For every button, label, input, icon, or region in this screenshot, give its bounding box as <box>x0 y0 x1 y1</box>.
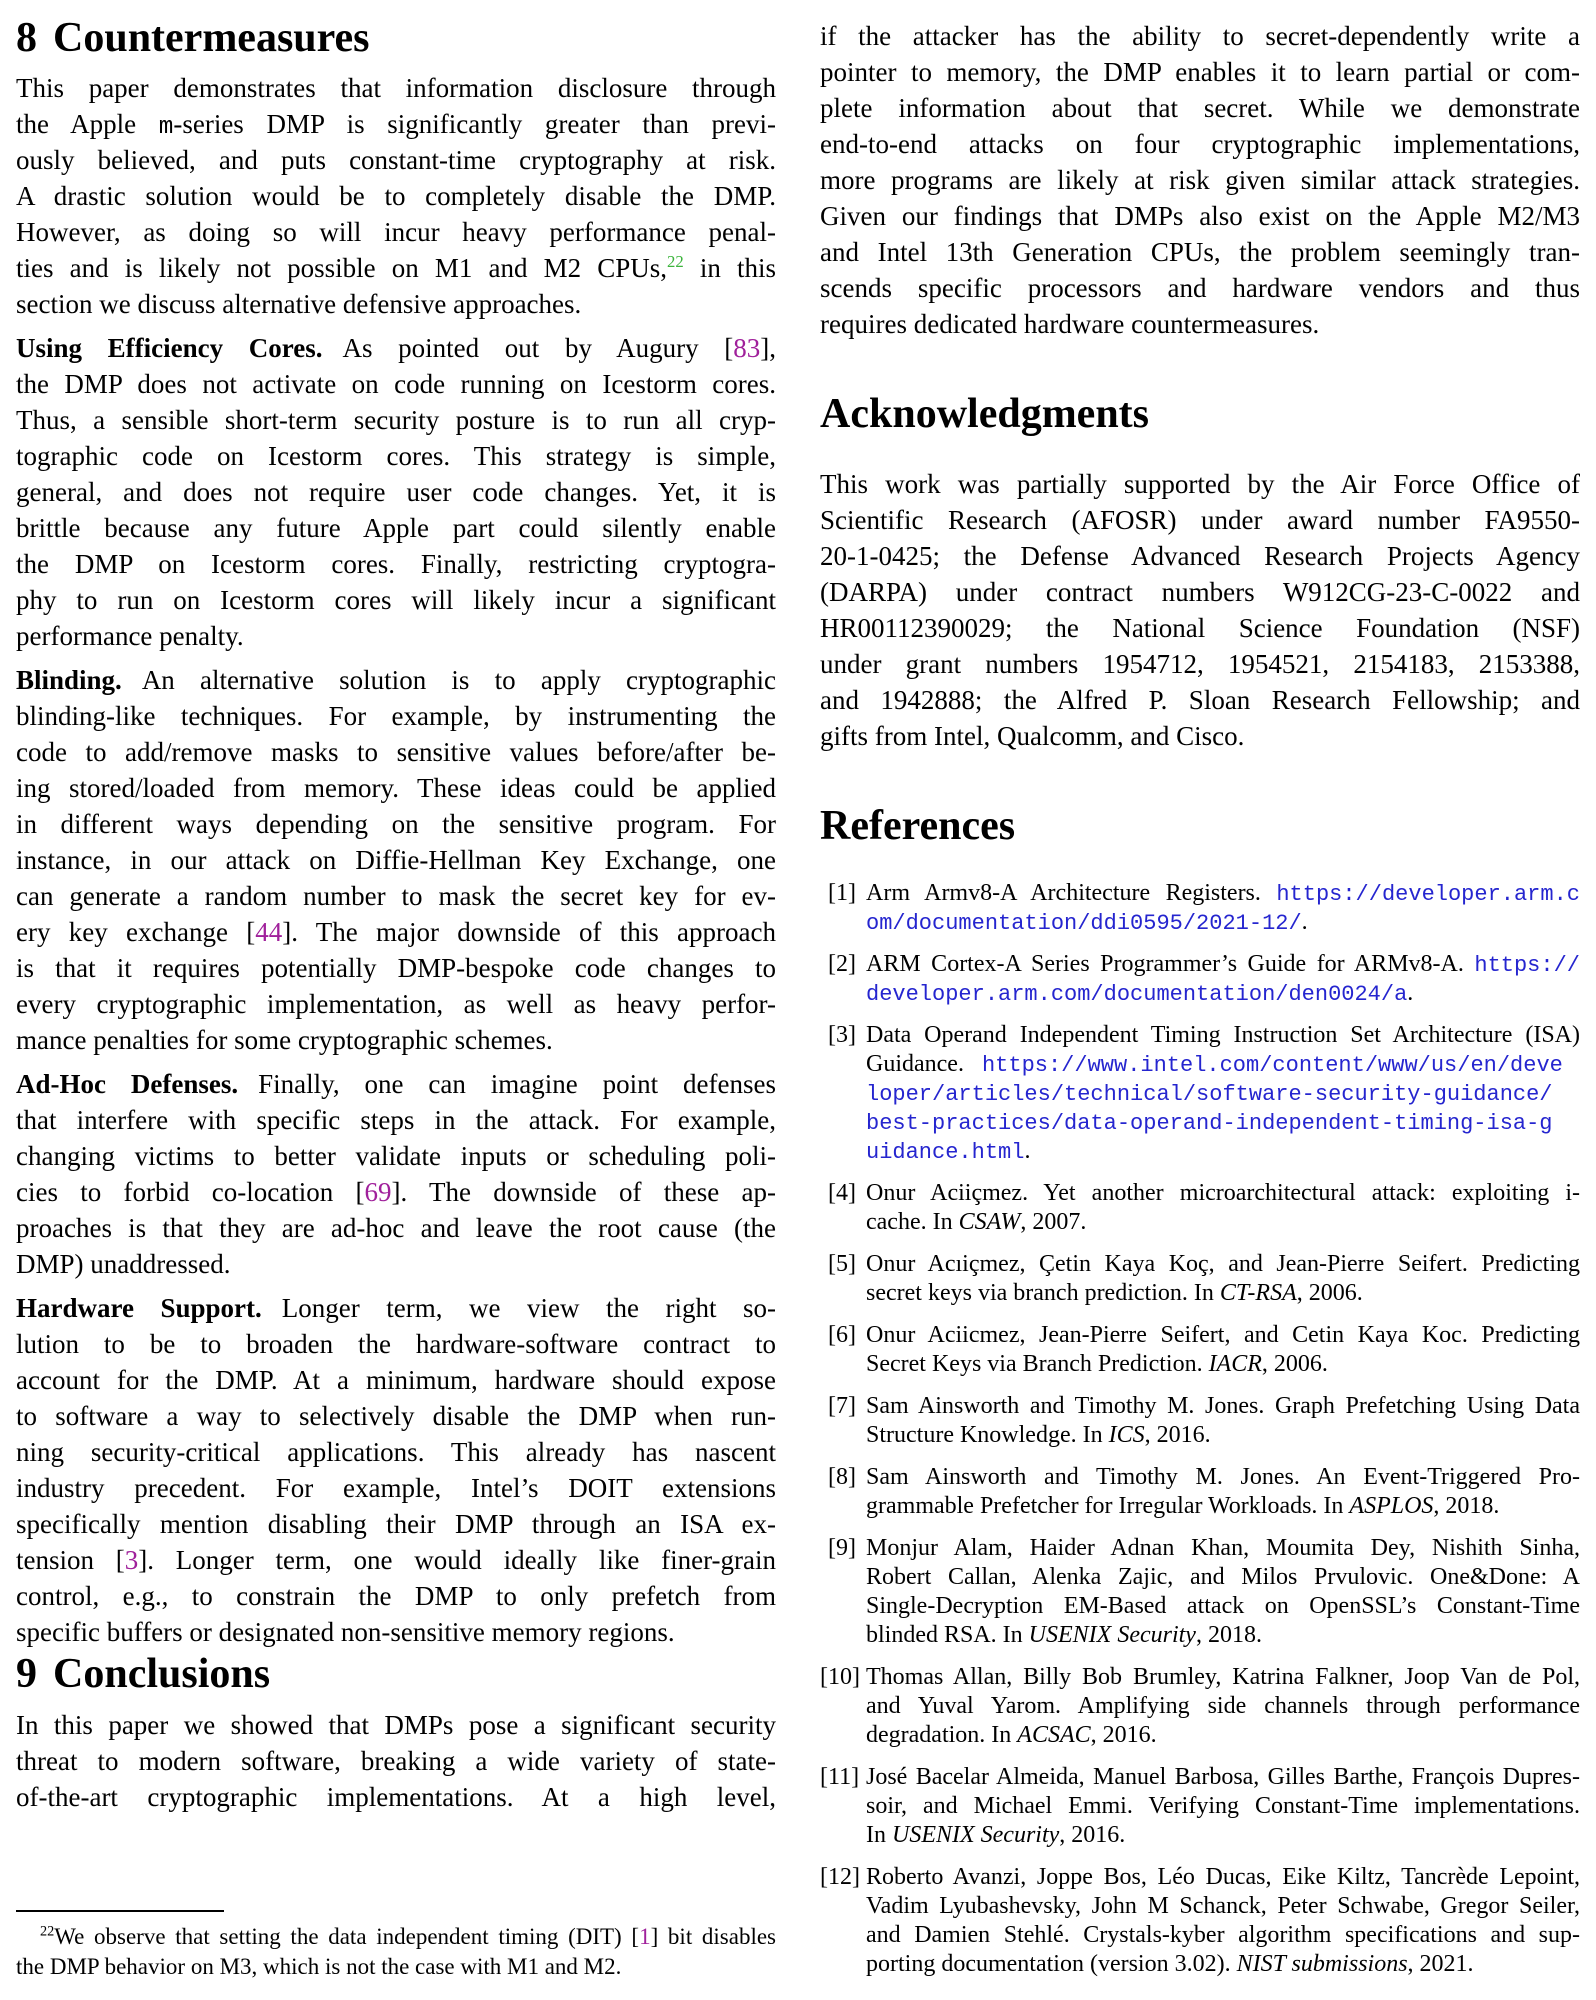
reference-text <box>866 1663 1580 1750</box>
text-line: However, as doing so will incur heavy performance penal- <box>16 217 776 248</box>
text-line <box>866 1721 1580 1750</box>
text-line: Robert Callan, Alenka Zajic, and Milos Prvulovic. One&Done: A <box>866 1563 1580 1590</box>
text-segment: ] bit disables <box>650 1924 776 1949</box>
paragraph-acknowledgments <box>820 466 1580 754</box>
reference-item <box>820 1021 1580 1166</box>
citation-link[interactable]: 1 <box>639 1924 651 1949</box>
text-line: code to add/remove masks to sensitive values before/after be- <box>16 737 776 768</box>
text-line <box>16 1290 776 1326</box>
text-line <box>16 1174 776 1210</box>
text-line: Thomas Allan, Billy Bob Brumley, Katrina Falkner, Joop Van de Pol, <box>866 1663 1580 1690</box>
text-line: Vadim Lyubashevsky, John M Schanck, Peter Schwabe, Gregor Seiler, <box>866 1892 1580 1919</box>
reference-item <box>820 1863 1580 1979</box>
text-segment: . <box>1301 908 1308 935</box>
text-line <box>866 1621 1580 1650</box>
reference-text <box>866 1179 1580 1237</box>
text-segment: ]. The major downside of this approach <box>282 917 776 948</box>
text-segment: , 2007. <box>1020 1208 1087 1235</box>
text-segment: grammable Prefetcher for Irregular Workloads. In <box>866 1492 1350 1519</box>
reference-item <box>820 1534 1580 1650</box>
paragraph-efficiency-cores <box>16 330 776 654</box>
run-in-heading: Hardware Support. <box>16 1293 262 1324</box>
text-segment: Longer term, we view the right so- <box>281 1293 776 1324</box>
section-9-number: 9 <box>16 1651 37 1698</box>
text-line <box>16 662 776 698</box>
text-line: industry precedent. For example, Intel’s DOIT extensions <box>16 1473 776 1504</box>
url-link[interactable]: uidance.html <box>866 1139 1025 1165</box>
section-8-body <box>16 62 776 1650</box>
text-segment: porting documentation (version 3.02). <box>866 1950 1237 1977</box>
text-line: in different ways depending on the sensitive program. For <box>16 809 776 840</box>
reference-label: [10] <box>820 1663 860 1690</box>
acknowledgments-heading: Acknowledgments <box>820 391 1150 437</box>
reference-item <box>820 1392 1580 1450</box>
text-segment: ], <box>760 333 776 364</box>
section-9-heading <box>16 1650 776 1698</box>
text-line: DMP) unaddressed. <box>16 1249 231 1280</box>
reference-text <box>866 1250 1580 1308</box>
text-segment: ties and is likely not possible on M1 and M2 CPUs, <box>16 253 667 284</box>
text-line <box>866 1421 1580 1450</box>
url-link[interactable]: https://developer.arm.c <box>1276 881 1580 907</box>
text-line: brittle because any future Apple part could silently enable <box>16 513 776 544</box>
text-line: more programs are likely at risk given similar attack strategies. <box>820 165 1580 195</box>
reference-text <box>866 1321 1580 1379</box>
text-line <box>866 1137 1580 1166</box>
reference-label: [3] <box>828 1021 856 1048</box>
text-segment: the Apple <box>16 109 159 140</box>
italic-text: NIST submissions <box>1236 1950 1408 1977</box>
text-line: Scientific Research (AFOSR) under award number FA9550- <box>820 505 1580 536</box>
reference-text <box>866 1534 1580 1650</box>
text-line <box>866 1350 1580 1379</box>
text-line: and Damien Stehlé. Crystals-kyber algorithm specifications and sup- <box>866 1921 1580 1948</box>
section-8-number: 8 <box>16 15 37 61</box>
text-line: Sam Ainsworth and Timothy M. Jones. An Event-Triggered Pro- <box>866 1463 1580 1490</box>
reference-label: [4] <box>828 1179 856 1206</box>
text-line <box>16 330 776 366</box>
text-line: of-the-art cryptographic implementations. At a high level, <box>16 1781 776 1812</box>
reference-label: [8] <box>828 1463 856 1490</box>
url-link[interactable]: loper/articles/technical/software-security-guidance/ <box>866 1081 1553 1107</box>
text-line: proaches is that they are ad-hoc and leave the root cause (the <box>16 1213 776 1244</box>
text-line <box>866 879 1580 908</box>
italic-text: CT-RSA <box>1219 1279 1297 1306</box>
text-line <box>866 1208 1580 1237</box>
reference-label: [12] <box>820 1863 860 1890</box>
paragraph-hardware-support <box>16 1290 776 1650</box>
mono-text: m <box>158 114 174 142</box>
text-line <box>866 1050 1580 1079</box>
reference-label: [5] <box>828 1250 856 1277</box>
text-line <box>16 1542 776 1578</box>
text-line: the DMP behavior on M3, which is not the case with M1 and M2. <box>16 1954 622 1979</box>
text-segment: , 2018. <box>1433 1492 1500 1519</box>
text-line: changing victims to better validate inputs or scheduling poli- <box>16 1141 776 1172</box>
text-line: pointer to memory, the DMP enables it to learn partial or com- <box>820 57 1580 87</box>
text-line: specific buffers or designated non-sensitive memory regions. <box>16 1617 675 1648</box>
reference-label: [7] <box>828 1392 856 1419</box>
text-line <box>866 1950 1580 1979</box>
text-segment: -series DMP is significantly greater than previ- <box>173 109 776 140</box>
acknowledgments-body <box>820 466 1580 754</box>
url-link[interactable]: https://www.intel.com/content/www/us/en/deve <box>981 1052 1563 1078</box>
text-line: soir, and Michael Emmi. Verifying Constant-Time implementations. <box>866 1792 1580 1819</box>
text-segment: An alternative solution is to apply cryptographic <box>141 665 776 696</box>
text-segment: , 2018. <box>1195 1621 1262 1648</box>
reference-item <box>820 1663 1580 1750</box>
reference-text <box>866 1763 1580 1850</box>
text-line: phy to run on Icestorm cores will likely incur a significant <box>16 585 776 616</box>
url-link[interactable]: https:// <box>1474 952 1580 978</box>
url-link[interactable]: best-practices/data-operand-independent-timing-isa-g <box>866 1110 1553 1136</box>
text-line: tographic code on Icestorm cores. This strategy is simple, <box>16 441 776 472</box>
text-segment: Finally, one can imagine point defenses <box>258 1069 776 1100</box>
text-segment: degradation. In <box>866 1721 1018 1748</box>
section-9-title: Conclusions <box>53 1651 271 1698</box>
text-line <box>866 908 1580 937</box>
text-segment: Guidance. <box>866 1050 964 1077</box>
reference-label: [1] <box>828 879 856 906</box>
text-line: 20-1-0425; the Defense Advanced Research Projects Agency <box>820 541 1580 572</box>
paragraph-continuation <box>820 18 1580 342</box>
text-line: end-to-end attacks on four cryptographic implementations, <box>820 129 1580 159</box>
text-segment: . <box>1024 1137 1031 1164</box>
text-segment: , 2021. <box>1407 1950 1474 1977</box>
italic-text: ACSAC <box>1017 1721 1091 1748</box>
text-line: lution to be to broaden the hardware-software contract to <box>16 1329 776 1360</box>
text-line <box>16 1922 776 1952</box>
text-line: performance penalty. <box>16 621 244 652</box>
text-line: Sam Ainsworth and Timothy M. Jones. Graph Prefetching Using Data <box>866 1392 1580 1419</box>
italic-text: ASPLOS <box>1349 1492 1434 1519</box>
text-line <box>866 1821 1580 1850</box>
text-line: Onur Acıiçmez, Çetin Kaya Koç, and Jean-Pierre Seifert. Predicting <box>866 1250 1580 1277</box>
reference-item <box>820 1250 1580 1308</box>
text-segment: cies to forbid co-location [ <box>16 1177 365 1208</box>
run-in-heading: Ad-Hoc Defenses. <box>16 1069 239 1100</box>
text-line: instance, in our attack on Diffie-Hellman Key Exchange, one <box>16 845 776 876</box>
text-line <box>16 914 776 950</box>
right-column <box>820 14 1580 2000</box>
references-heading: References <box>820 803 1016 850</box>
text-line: general, and does not require user code changes. Yet, it is <box>16 477 776 508</box>
citation-link[interactable]: 44 <box>255 917 283 948</box>
text-segment: Structure Knowledge. In <box>866 1421 1109 1448</box>
reference-text <box>866 1021 1580 1166</box>
text-line: and Yuval Yarom. Amplifying side channels through performance <box>866 1692 1580 1719</box>
text-line <box>866 950 1580 979</box>
text-segment: , 2006. <box>1261 1350 1328 1377</box>
text-segment: blinded RSA. In <box>866 1621 1029 1648</box>
text-line: scends specific processors and hardware vendors and thus <box>820 273 1580 303</box>
text-segment: In <box>866 1821 892 1848</box>
run-in-heading: Using Efficiency Cores. <box>16 333 323 364</box>
reference-text <box>866 1392 1580 1450</box>
text-line: ning security-critical applications. This already has nascent <box>16 1437 776 1468</box>
reference-item <box>820 1179 1580 1237</box>
citation-link[interactable]: 83 <box>733 333 761 364</box>
text-line: plete information about that secret. While we demonstrate <box>820 93 1580 123</box>
reference-item <box>820 950 1580 1008</box>
text-line: In this paper we showed that DMPs pose a significant security <box>16 1709 776 1740</box>
footnote-rule <box>16 1910 224 1912</box>
reference-item <box>820 1321 1580 1379</box>
text-line: Roberto Avanzi, Joppe Bos, Léo Ducas, Eike Kiltz, Tancrède Lepoint, <box>866 1863 1580 1890</box>
text-segment: , 2016. <box>1144 1421 1211 1448</box>
text-segment: , 2016. <box>1090 1721 1157 1748</box>
reference-label: [9] <box>828 1534 856 1561</box>
text-line: can generate a random number to mask the secret key for ev- <box>16 881 776 912</box>
text-line: account for the DMP. At a minimum, hardware should expose <box>16 1365 776 1396</box>
text-line: Thus, a sensible short-term security posture is to run all cryp- <box>16 405 776 436</box>
text-line: Given our findings that DMPs also exist on the Apple M2/M3 <box>820 201 1580 231</box>
text-line: that interfere with specific steps in the attack. For example, <box>16 1105 776 1136</box>
italic-text: CSAW <box>958 1208 1021 1235</box>
reference-item <box>820 1463 1580 1521</box>
text-line <box>16 250 776 286</box>
text-segment: in this <box>683 253 776 284</box>
reference-label: [11] <box>820 1763 860 1790</box>
reference-text <box>866 950 1580 1008</box>
text-segment: cache. In <box>866 1208 959 1235</box>
paragraph-countermeasures-intro <box>16 70 776 322</box>
text-segment: , 2006. <box>1296 1279 1363 1306</box>
footnote-ref-link[interactable]: 22 <box>667 252 684 272</box>
url-link[interactable]: om/documentation/ddi0595/2021-12/ <box>866 910 1302 936</box>
paragraph-adhoc-defenses <box>16 1066 776 1282</box>
text-segment: , 2016. <box>1059 1821 1126 1848</box>
text-line: the DMP does not activate on code running on Icestorm cores. <box>16 369 776 400</box>
text-line: the DMP on Icestorm cores. Finally, restricting cryptogra- <box>16 549 776 580</box>
section-8-heading <box>16 14 776 62</box>
reference-item <box>820 1763 1580 1850</box>
text-line: is that it requires potentially DMP-bespoke code changes to <box>16 953 776 984</box>
text-line: blinding-like techniques. For example, by instrumenting the <box>16 701 776 732</box>
text-line: (DARPA) under contract numbers W912CG-23-C-0022 and <box>820 577 1580 608</box>
footnote-text <box>16 1922 776 1982</box>
reference-text <box>866 1463 1580 1521</box>
text-line: José Bacelar Almeida, Manuel Barbosa, Gilles Barthe, François Dupres- <box>866 1763 1580 1790</box>
text-segment: Arm Armv8-A Architecture Registers. <box>866 879 1277 906</box>
text-line: and 1942888; the Alfred P. Sloan Research Fellowship; and <box>820 685 1580 716</box>
text-line <box>866 1079 1580 1108</box>
text-segment: ARM Cortex-A Series Programmer’s Guide for ARMv8-A. <box>866 950 1475 977</box>
text-line: control, e.g., to constrain the DMP to only prefetch from <box>16 1581 776 1612</box>
text-line: This work was partially supported by the Air Force Office of <box>820 469 1580 500</box>
italic-text: USENIX Security <box>892 1821 1060 1848</box>
text-line: gifts from Intel, Qualcomm, and Cisco. <box>820 721 1245 752</box>
text-line <box>866 979 1580 1008</box>
reference-list <box>820 879 1580 1979</box>
left-column <box>16 14 776 1992</box>
text-line: requires dedicated hardware countermeasures. <box>820 309 1320 339</box>
text-segment: tension [ <box>16 1545 125 1576</box>
text-line <box>866 1492 1580 1521</box>
citation-link[interactable]: 69 <box>364 1177 392 1208</box>
text-line: Single-Decryption EM-Based attack on OpenSSL’s Constant-Time <box>866 1592 1580 1619</box>
section-8-title: Countermeasures <box>53 15 370 61</box>
citation-link[interactable]: 3 <box>124 1545 139 1576</box>
reference-text <box>866 879 1580 937</box>
text-segment: . <box>1407 979 1414 1006</box>
text-line: A drastic solution would be to completely disable the DMP. <box>16 181 776 212</box>
url-link[interactable]: developer.arm.com/documentation/den0024/a <box>866 981 1408 1007</box>
text-segment: ery key exchange [ <box>16 917 256 948</box>
text-line: threat to modern software, breaking a wide variety of state- <box>16 1745 776 1776</box>
text-line: This paper demonstrates that information disclosure through <box>16 73 776 104</box>
reference-item <box>820 879 1580 937</box>
footnote-marker: 22 <box>40 1923 55 1940</box>
reference-label: [2] <box>828 950 856 977</box>
text-line: HR00112390029; the National Science Foundation (NSF) <box>820 613 1580 644</box>
text-line: and Intel 13th Generation CPUs, the problem seemingly tran- <box>820 237 1580 267</box>
text-segment: secret keys via branch prediction. In <box>866 1279 1220 1306</box>
reference-text <box>866 1863 1580 1979</box>
text-line: to software a way to selectively disable the DMP when run- <box>16 1401 776 1432</box>
text-segment: As pointed out by Augury [ <box>342 333 734 364</box>
continuation-body <box>820 18 1580 342</box>
text-line: section we discuss alternative defensive approaches. <box>16 289 582 320</box>
footnote <box>16 1910 776 1992</box>
italic-text: USENIX Security <box>1028 1621 1196 1648</box>
text-line: Onur Aciiçmez. Yet another microarchitectural attack: exploiting i- <box>866 1179 1580 1206</box>
section-9-body <box>16 1699 776 1815</box>
text-line <box>866 1279 1580 1308</box>
reference-label: [6] <box>828 1321 856 1348</box>
paragraph-conclusions <box>16 1707 776 1815</box>
run-in-heading: Blinding. <box>16 665 122 696</box>
text-line <box>866 1108 1580 1137</box>
italic-text: IACR <box>1208 1350 1262 1377</box>
text-segment: We observe that setting the data independent timing (DIT) [ <box>54 1924 640 1949</box>
text-line: ing stored/loaded from memory. These ideas could be applied <box>16 773 776 804</box>
text-line: Monjur Alam, Haider Adnan Khan, Moumita Dey, Nishith Sinha, <box>866 1534 1580 1561</box>
text-segment: ]. Longer term, one would ideally like finer-grain <box>138 1545 776 1576</box>
text-line: every cryptographic implementation, as well as heavy perfor- <box>16 989 776 1020</box>
text-line: ously believed, and puts constant-time cryptography at risk. <box>16 145 776 176</box>
text-line: specifically mention disabling their DMP through an ISA ex- <box>16 1509 776 1540</box>
text-line: Data Operand Independent Timing Instruction Set Architecture (ISA) <box>866 1021 1580 1048</box>
text-line: if the attacker has the ability to secret-dependently write a <box>820 21 1580 51</box>
text-line: mance penalties for some cryptographic schemes. <box>16 1025 553 1056</box>
text-segment: ]. The downside of these ap- <box>391 1177 776 1208</box>
text-line: under grant numbers 1954712, 1954521, 2154183, 2153388, <box>820 649 1580 680</box>
text-line: Onur Aciicmez, Jean-Pierre Seifert, and Cetin Kaya Koc. Predicting <box>866 1321 1580 1348</box>
text-segment: Secret Keys via Branch Prediction. <box>866 1350 1209 1377</box>
text-line <box>16 106 776 142</box>
paragraph-blinding <box>16 662 776 1058</box>
text-line <box>16 1066 776 1102</box>
italic-text: ICS <box>1108 1421 1145 1448</box>
